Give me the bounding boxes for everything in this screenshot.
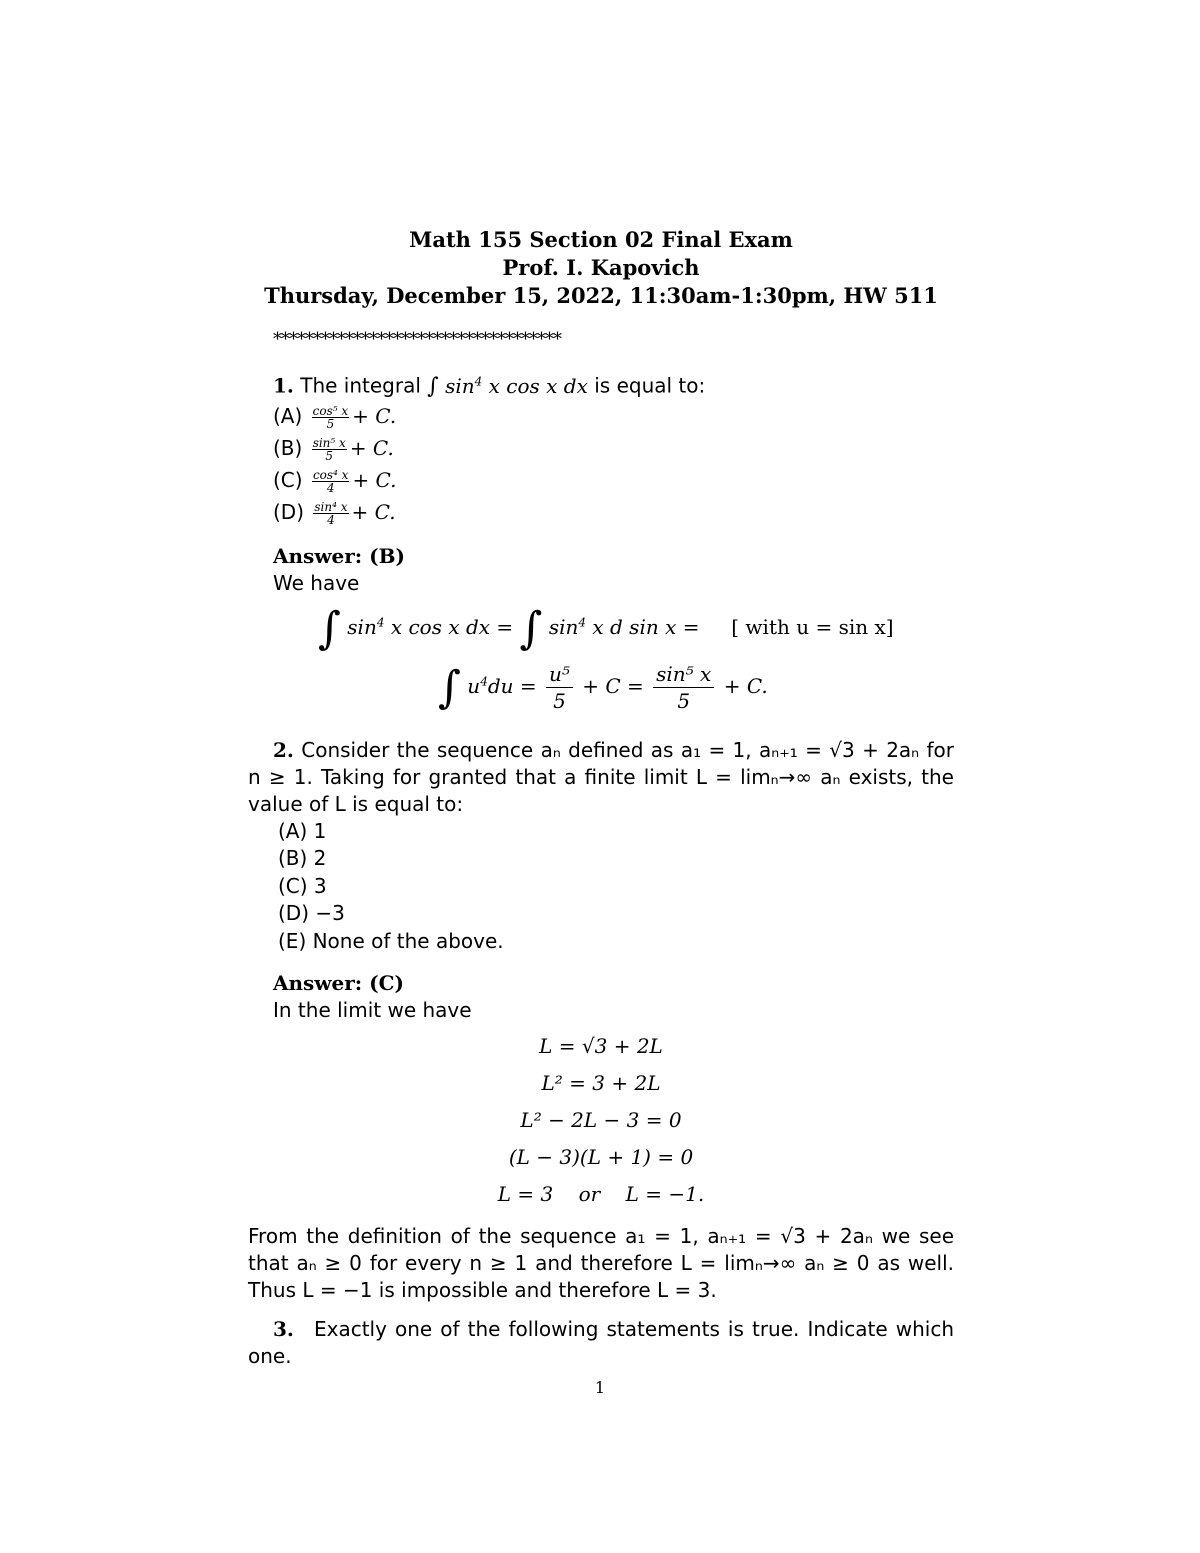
step-1: L = √3 + 2L xyxy=(539,1034,663,1059)
option-d: (D) $\frac{\text{sin⁴ x}}{4}$ + C. xyxy=(273,499,396,527)
title-line-2: Prof. I. Kapovich xyxy=(502,255,700,280)
derivation-line-2: ∫ $u^4du$ = $\frac{\text{u⁵}}{5}$ + C = $\frac{\text{sin⁵ x}}{5}$ + C. xyxy=(438,661,768,713)
question-1-prompt-b: is equal to: xyxy=(594,373,706,398)
question-2 xyxy=(248,737,954,818)
question-1-prompt-a: The integral xyxy=(300,373,421,398)
q2-option-c: (C) 3 xyxy=(278,873,327,898)
separator: ************************************ xyxy=(273,329,561,350)
page-number: 1 xyxy=(594,1378,606,1397)
exam-title xyxy=(248,226,954,310)
q2-option-b: (B) 2 xyxy=(278,846,327,871)
question-3-number: 3. xyxy=(273,1317,294,1342)
question-2-steps xyxy=(248,1028,954,1213)
option-c: (C) $\frac{\text{cos⁴ x}}{4}$ + C. xyxy=(273,467,397,495)
q2-option-a: (A) 1 xyxy=(278,818,327,843)
question-2-number: 2. xyxy=(273,737,294,762)
step-5: L = 3 or L = −1. xyxy=(497,1182,705,1207)
question-1 xyxy=(273,368,954,400)
exam-page xyxy=(248,226,954,1370)
question-1-options xyxy=(273,400,954,528)
question-2-answer: Answer: (C) xyxy=(273,971,404,996)
question-3 xyxy=(248,1316,954,1370)
question-1-number: 1. xyxy=(273,373,294,398)
question-3-prompt: Exactly one of the following statements is true. Indicate which one. xyxy=(248,1317,954,1369)
option-a: (A) $\frac{\text{cos⁵ x}}{5}$ + C. xyxy=(273,403,397,431)
title-line-1: Math 155 Section 02 Final Exam xyxy=(409,227,793,252)
step-4: (L − 3)(L + 1) = 0 xyxy=(508,1145,694,1170)
step-2: L² = 3 + 2L xyxy=(541,1071,661,1096)
question-1-intro: We have xyxy=(273,570,360,595)
step-3: L² − 2L − 3 = 0 xyxy=(520,1108,682,1133)
question-2-conclusion: From the definition of the sequence a₁ = 1, aₙ₊₁ = √3 + 2aₙ we see that aₙ ≥ 0 for every n ≥ 1 and therefore L = limₙ→∞ aₙ ≥ 0 as well. Thus L = −1 is impossible and therefore L = 3. xyxy=(248,1224,954,1303)
option-b: (B) $\frac{\text{sin⁵ x}}{5}$ + C. xyxy=(273,435,394,463)
question-2-intro: In the limit we have xyxy=(273,998,472,1023)
question-1-derivation xyxy=(248,599,954,731)
question-1-integral: ∫ $\sin^4 x$ cos x dx xyxy=(427,373,588,399)
question-2-options xyxy=(278,818,954,956)
title-line-3: Thursday, December 15, 2022, 11:30am-1:30pm, HW 511 xyxy=(264,283,938,308)
q2-option-d: (D) −3 xyxy=(278,901,345,926)
question-2-prompt: Consider the sequence aₙ defined as a₁ = 1, aₙ₊₁ = √3 + 2aₙ for n ≥ 1. Taking for granted that a finite limit L = limₙ→∞ aₙ exists, the value of L is equal to: xyxy=(248,737,954,816)
derivation-line-1: ∫ $\sin^4 x$ cos x dx = ∫ $\sin^4 x$ d sin x = [ with u = sin x] xyxy=(318,602,894,654)
q2-option-e: (E) None of the above. xyxy=(278,928,504,953)
question-1-answer: Answer: (B) xyxy=(273,543,405,568)
